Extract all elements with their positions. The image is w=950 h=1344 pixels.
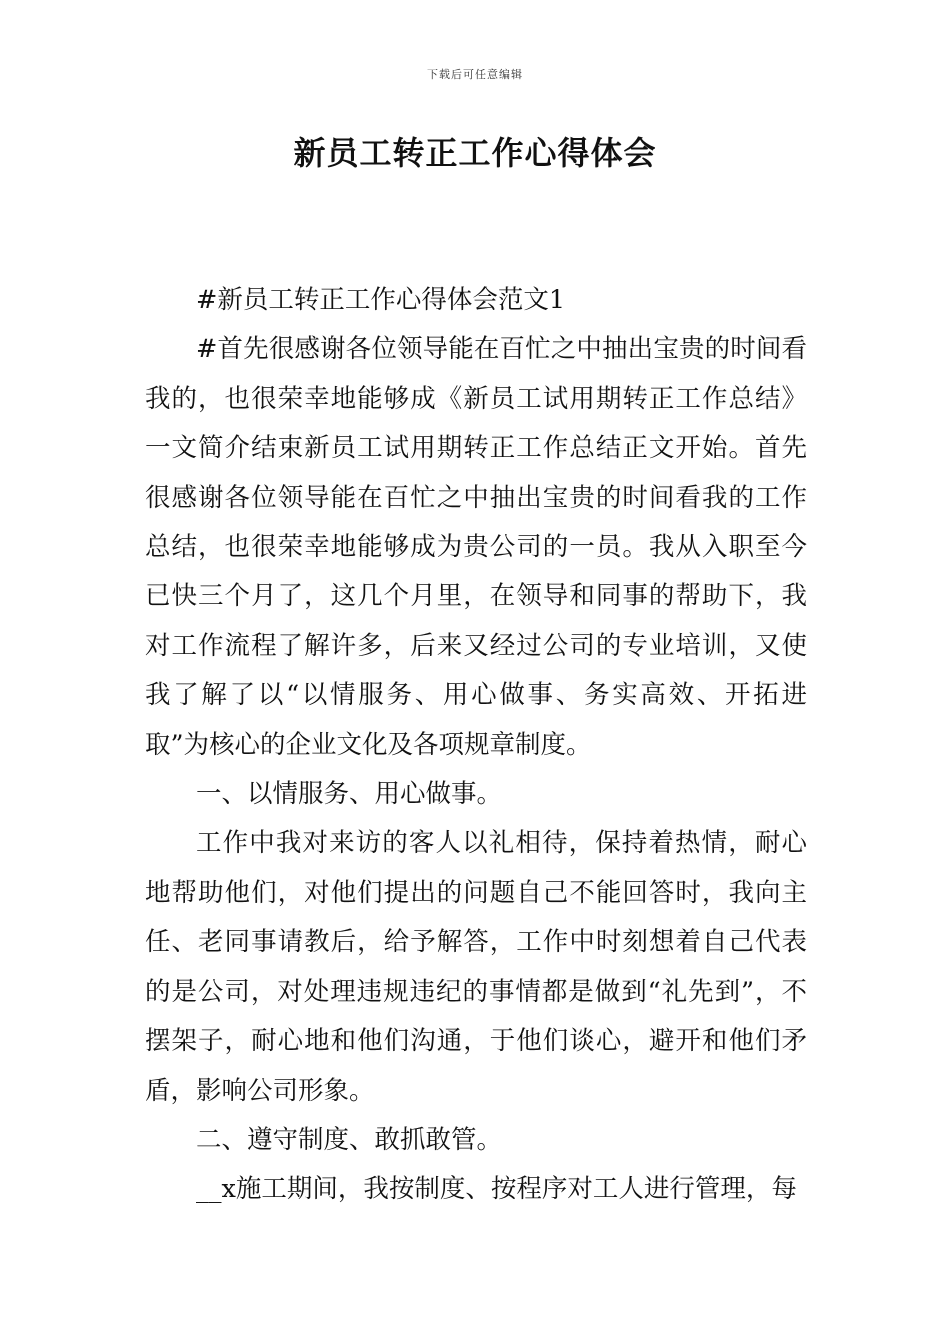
paragraph-section-1-heading: 一、以情服务、用心做事。 <box>196 779 503 810</box>
paragraph-section-2-heading: 二、遵守制度、敢抓敢管。 <box>196 1124 503 1155</box>
document-title: 新员工转正工作心得体会 <box>293 134 657 172</box>
document-body <box>145 276 807 1215</box>
paragraph-section-2-body: __x施工期间，我按制度、按程序对工人进行管理，每 <box>196 1174 797 1205</box>
paragraph-section-1-body: 工作中我对来访的客人以礼相待，保持着热情，耐心地帮助他们，对他们提出的问题自己不能回答时，我向主任、老同事请教后，给予解答，工作中时刻想着自己代表的是公司，对处理违规违纪的事情都是做到“礼先到”，不摆架子，耐心地和他们沟通，于他们谈心，避开和他们矛盾，影响公司形象。 <box>145 828 807 1106</box>
paragraph-intro: #首先很感谢各位领导能在百忙之中抽出宝贵的时间看我的，也很荣幸地能够成《新员工试用期转正工作总结》一文简介结束新员工试用期转正工作总结正文开始。首先很感谢各位领导能在百忙之中抽出宝贵的时间看我的工作总结，也很荣幸地能够成为贵公司的一员。我从入职至今已快三个月了，这几个月里，在领导和同事的帮助下，我对工作流程了解许多，后来又经过公司的专业培训，又使我了解了以“以情服务、用心做事、务实高效、开拓进取”为核心的企业文化及各项规章制度。 <box>145 334 807 760</box>
header-note: 下载后可任意编辑 <box>427 68 523 81</box>
paragraph-heading-1: #新员工转正工作心得体会范文1 <box>196 285 566 315</box>
